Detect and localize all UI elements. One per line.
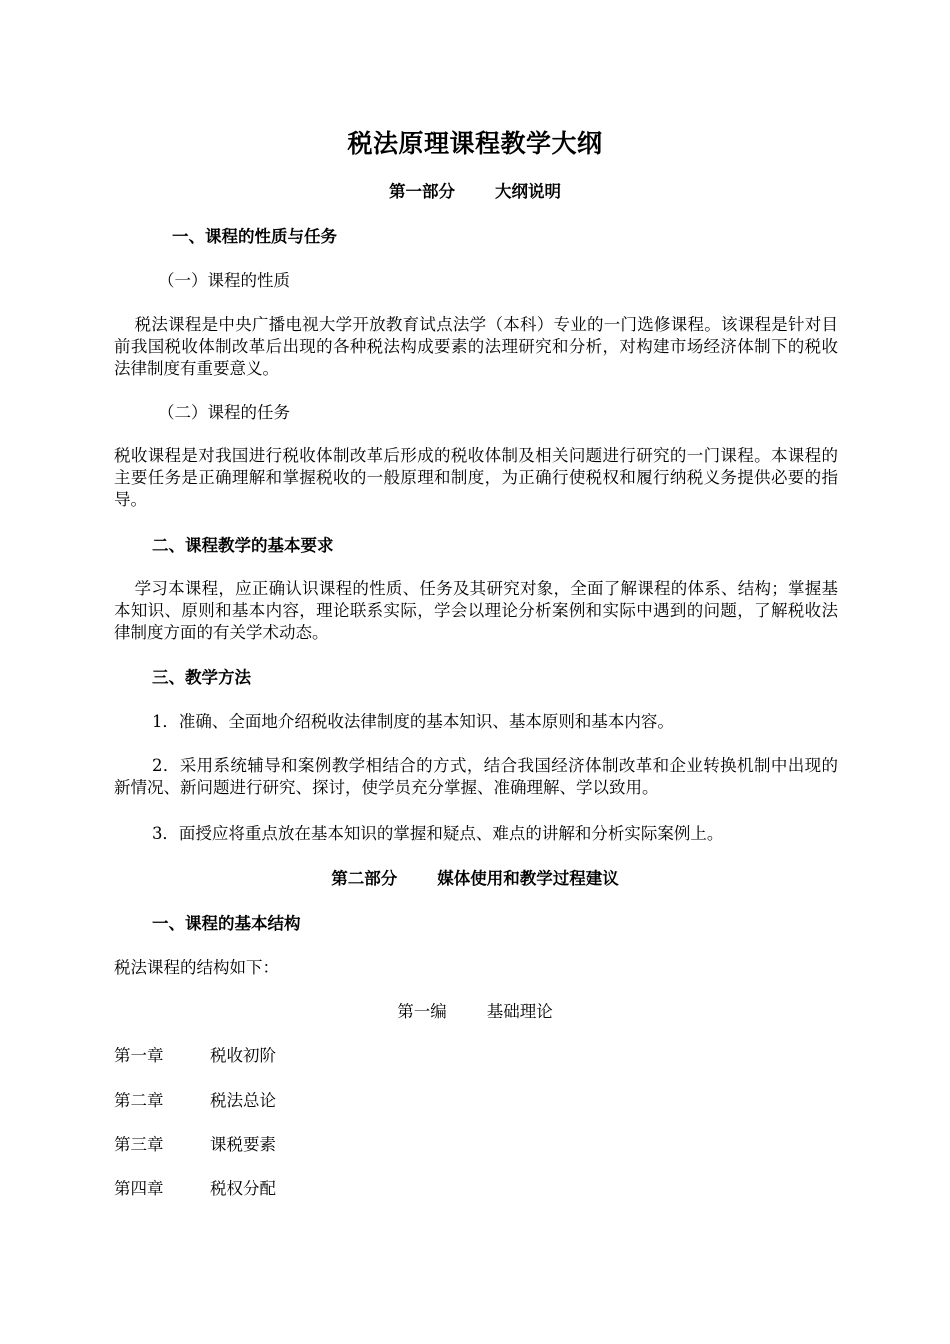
part-one-label: 第一部分 [389, 182, 455, 201]
part-one-name: 大纲说明 [495, 182, 561, 201]
method-item-3: 3．面授应将重点放在基本知识的掌握和疑点、难点的讲解和分析实际案例上。 [151, 824, 724, 843]
structure-intro: 税法课程的结构如下： [114, 958, 279, 977]
method-item-1: 1．准确、全面地介绍税收法律制度的基本知识、基本原则和基本内容。 [151, 712, 674, 731]
section-structure-heading: 一、课程的基本结构 [152, 914, 301, 933]
requirements-paragraph: 学习本课程，应正确认识课程的性质、任务及其研究对象，全面了解课程的体系、结构；掌握基本知识、原则和基本内容，理论联系实际，学会以理论分析案例和实际中遇到的问题，了解税收法律制度方面的有关学术动态。 [114, 579, 838, 642]
part-two-name: 媒体使用和教学过程建议 [437, 869, 619, 888]
chapter-line [114, 1177, 276, 1201]
document-title: 税法原理课程教学大纲 [347, 129, 603, 158]
method-item-2: 2．采用系统辅导和案例教学相结合的方式，结合我国经济体制改革和企业转换机制中出现的新情况、新问题进行研究、探讨，使学员充分掌握、准确理解、学以致用。 [114, 756, 838, 797]
volume-label: 第一编 [397, 1002, 447, 1021]
task-paragraph: 税收课程是对我国进行税收体制改革后形成的税收体制及相关问题进行研究的一门课程。本课程的主要任务是正确理解和掌握税收的一般原理和制度，为正确行使税权和履行纳税义务提供必要的指导。 [114, 446, 838, 509]
chapter-line [114, 1133, 276, 1157]
subsection-task-heading: （二）课程的任务 [158, 403, 290, 422]
chapter-number: 第一章 [114, 1046, 164, 1065]
nature-paragraph: 税法课程是中央广播电视大学开放教育试点法学（本科）专业的一门选修课程。该课程是针对目前我国税收体制改革后出现的各种税法构成要素的法理研究和分析，对构建市场经济体制下的税收法律制度有重要意义。 [114, 315, 838, 378]
volume-name: 基础理论 [486, 1002, 553, 1021]
chapter-name: 税权分配 [210, 1179, 276, 1198]
part-two-heading [0, 867, 950, 891]
chapter-line [114, 1089, 276, 1113]
chapter-number: 第三章 [114, 1135, 164, 1154]
volume-heading [0, 1000, 950, 1024]
part-one-heading [0, 180, 950, 204]
section-nature-task-heading: 一、课程的性质与任务 [172, 227, 337, 246]
part-two-label: 第二部分 [331, 869, 398, 888]
chapter-line [114, 1044, 276, 1068]
chapter-number: 第二章 [114, 1091, 164, 1110]
section-methods-heading: 三、教学方法 [152, 668, 251, 687]
subsection-nature-heading: （一）课程的性质 [158, 271, 290, 290]
chapter-number: 第四章 [114, 1179, 164, 1198]
chapter-name: 税收初阶 [210, 1046, 276, 1065]
chapter-name: 课税要素 [210, 1135, 276, 1154]
section-requirements-heading: 二、课程教学的基本要求 [152, 536, 334, 555]
chapter-name: 税法总论 [210, 1091, 276, 1110]
